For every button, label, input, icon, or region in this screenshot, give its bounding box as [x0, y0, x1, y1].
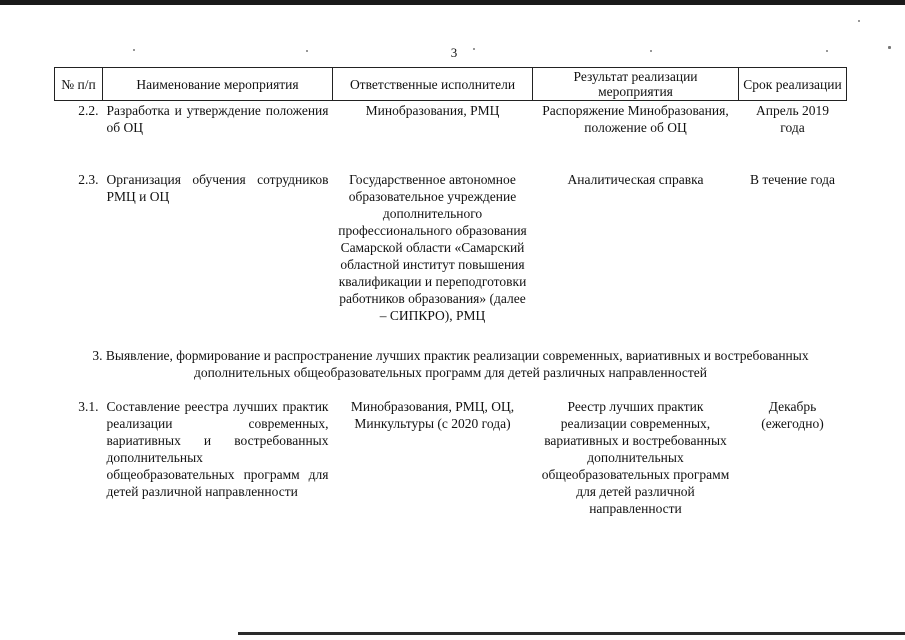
row-result: Распоряжение Минобразования, положение об ОЦ: [542, 103, 729, 135]
row-executors: Минобразования, РМЦ, ОЦ, Минкультуры (с 2020 года): [350, 399, 515, 431]
row-num: 2.2.: [78, 103, 99, 118]
table-row: [55, 101, 847, 171]
scan-speck: [826, 50, 828, 52]
table-row: [55, 170, 847, 347]
row-term: Декабрь (ежегодно): [761, 399, 824, 431]
header-executors: Ответственные исполнители: [333, 68, 533, 101]
section-row: [55, 347, 847, 398]
row-name: Составление реестра лучших практик реализации современных, вариативных и востребованных дополнительных общеобразовательных программ для детей различной направленности: [106, 399, 329, 499]
scan-speck: [858, 20, 860, 22]
section-title: 3. Выявление, формирование и распространение лучших практик реализации современных, вариативных и востребованных дополнительных общеобразовательных программ для детей различных направленностей: [92, 348, 809, 380]
scan-speck: [888, 46, 891, 49]
header-result: Результат реализации мероприятия: [533, 68, 739, 101]
row-num: 2.3.: [78, 172, 99, 187]
page-number: 3: [450, 45, 458, 60]
scan-speck: [306, 50, 308, 52]
row-executors: Государственное автономное образовательное учреждение дополнительного профессионального образования Самарской области «Самарский областной институт повышения квалификации и переподготовки работников образования» (далее – СИПКРО), РМЦ: [338, 172, 527, 323]
row-name: Организация обучения сотрудников РМЦ и ОЦ: [106, 172, 329, 204]
header-name: Наименование мероприятия: [103, 68, 333, 101]
row-term: Апрель 2019 года: [756, 103, 829, 135]
scan-speck: [650, 50, 652, 52]
row-result: Реестр лучших практик реализации современных, вариативных и востребованных дополнительных общеобразовательных программ для детей различной направленности: [541, 399, 730, 516]
row-executors: Минобразования, РМЦ: [365, 103, 500, 118]
scan-speck: [133, 49, 135, 51]
activities-table: [54, 67, 847, 518]
row-num: 3.1.: [78, 399, 99, 414]
header-term: Срок реализации: [739, 68, 847, 101]
row-name: Разработка и утверждение положения об ОЦ: [106, 103, 329, 135]
bottom-border-line: [238, 632, 905, 635]
row-result: Аналитическая справка: [567, 172, 704, 187]
table-header-row: [55, 68, 847, 101]
row-term: В течение года: [750, 172, 835, 187]
table-row: [55, 398, 847, 518]
header-num: № п/п: [55, 68, 103, 101]
top-border-line: [0, 0, 905, 5]
scan-speck: [473, 48, 475, 50]
